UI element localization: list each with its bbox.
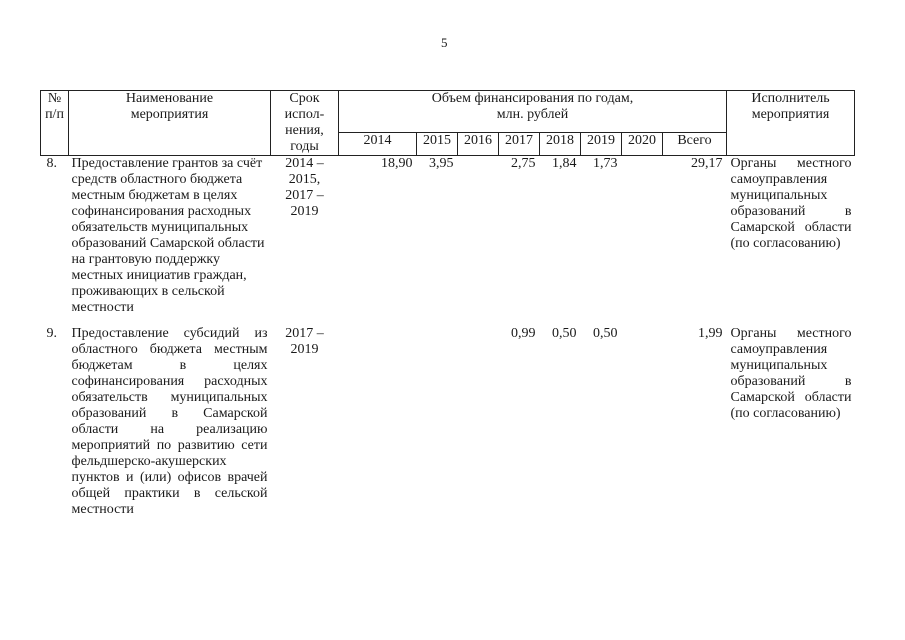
- value-2019: 1,73: [593, 156, 618, 171]
- value-2014: 18,90: [381, 156, 413, 171]
- value-total: 29,17: [691, 156, 723, 171]
- page-number: 5: [441, 35, 448, 50]
- header-num: № п/п: [41, 91, 69, 156]
- header-year-2016: 2016: [458, 133, 499, 156]
- header-term: Срок испол- нения, годы: [271, 91, 339, 156]
- table-row: [41, 156, 855, 317]
- value-2019: 0,50: [593, 326, 618, 341]
- value-2015: 3,95: [429, 156, 454, 171]
- value-2016: [458, 326, 499, 518]
- activities-table: [40, 90, 855, 518]
- header-year-2018: 2018: [540, 133, 581, 156]
- header-year-2019: 2019: [581, 133, 622, 156]
- header-year-2014: 2014: [339, 133, 417, 156]
- value-2018: 0,50: [552, 326, 577, 341]
- row-num: 8.: [46, 156, 57, 171]
- value-2020: [622, 326, 663, 518]
- value-2014: [339, 326, 417, 518]
- row-executor: Органы местного самоуправления муниципальных образований в Самарской области (по согласованию): [730, 156, 852, 251]
- value-total: 1,99: [698, 326, 723, 341]
- row-term: 2017 – 2019: [285, 326, 324, 357]
- value-2020: [622, 156, 663, 317]
- header-year-2015: 2015: [417, 133, 458, 156]
- header-funding: Объем финансирования по годам, млн. рублей: [339, 91, 727, 133]
- table-row: [41, 326, 855, 518]
- value-2018: 1,84: [552, 156, 577, 171]
- value-2015: [417, 326, 458, 518]
- header-total: Всего: [663, 133, 727, 156]
- row-name: Предоставление грантов за счёт средств областного бюджета местным бюджетам в целях софинансирования расходных обязательств муниципальных образований Самарской области на грантовую поддержку местных инициатив граждан, проживающих в сельской местности: [71, 156, 265, 315]
- row-executor: Органы местного самоуправления муниципальных образований в Самарской области (по согласованию): [730, 326, 852, 421]
- header-executor: Исполнитель мероприятия: [727, 91, 855, 156]
- value-2017: 0,99: [511, 326, 536, 341]
- header-year-2020: 2020: [622, 133, 663, 156]
- header-name: Наименование мероприятия: [69, 91, 271, 156]
- row-num: 9.: [46, 326, 57, 341]
- row-name: Предоставление субсидий из областного бюджета местным бюджетам в целях софинансирования расходных обязательств муниципальных образований в Самарской области на реализацию мероприятий по развитию сети фельдшерско-акушерских пунктов и (или) офисов врачей общей практики в сельской местности: [71, 326, 268, 517]
- row-term: 2014 – 2015, 2017 – 2019: [285, 156, 324, 219]
- value-2017: 2,75: [511, 156, 536, 171]
- header-year-2017: 2017: [499, 133, 540, 156]
- value-2016: [458, 156, 499, 317]
